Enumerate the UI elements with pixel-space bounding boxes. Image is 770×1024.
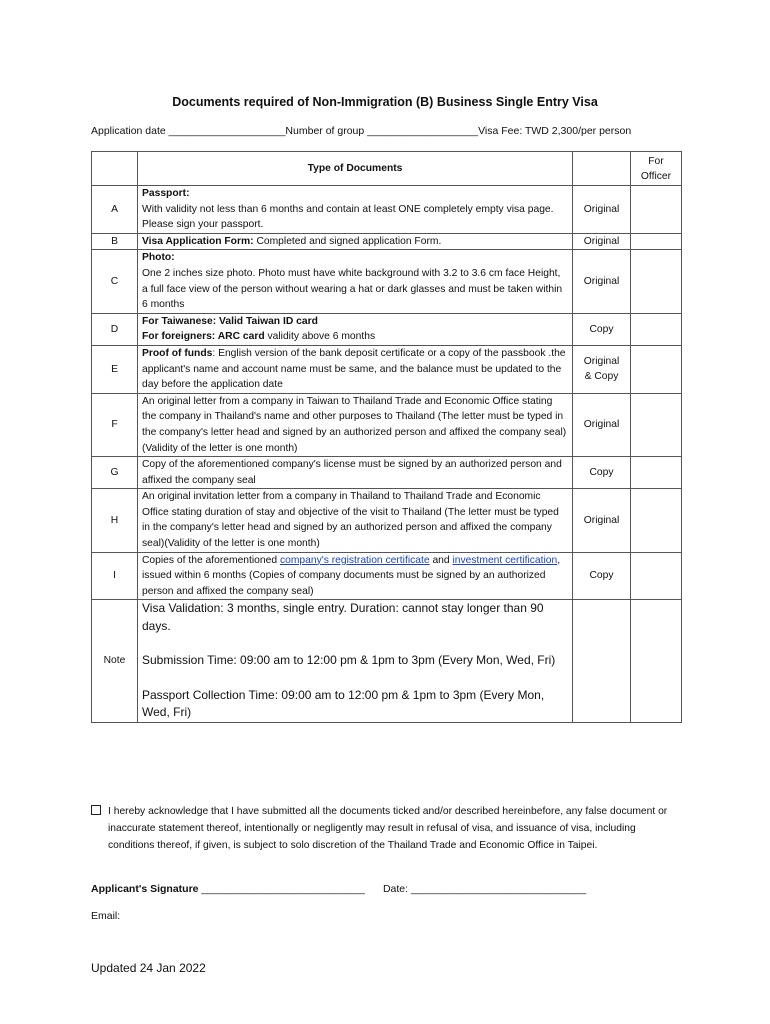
row-bold-heading: Proof of funds [142, 347, 213, 359]
note-blank-cell [631, 600, 682, 723]
officer-check-cell[interactable] [631, 393, 682, 456]
row-status: Original [573, 489, 631, 552]
row-text: Completed and signed application Form. [253, 235, 442, 247]
document-title: Documents required of Non-Immigration (B) Business Single Entry Visa [172, 95, 598, 109]
submission-time-text: Submission Time: 09:00 am to 12:00 pm & 1pm to 3pm (Every Mon, Wed, Fri) [142, 653, 556, 668]
registration-certificate-link[interactable]: company's registration certificate [279, 554, 430, 566]
header-for-officer [631, 152, 682, 186]
date-field[interactable]: ______________________________ [410, 883, 587, 895]
documents-table [91, 151, 682, 723]
signature-field[interactable]: ____________________________ [198, 883, 365, 895]
row-bold-heading: Passport: [142, 188, 190, 199]
officer-check-cell[interactable] [631, 489, 682, 552]
row-text: : English version of the bank deposit certificate or a copy of the passbook .the applicant's name and account name must be same, and the balance must be updated to the day before the application date [142, 347, 566, 391]
row-letter: C [92, 250, 138, 313]
investment-certification-link[interactable]: investment certification [452, 554, 558, 566]
table-row [92, 186, 682, 234]
officer-check-cell[interactable] [631, 186, 682, 234]
updated-date: Updated 24 Jan 2022 [91, 961, 206, 975]
row-bold-line: For Taiwanese: Valid Taiwan ID card [142, 315, 318, 327]
row-letter: I [92, 552, 138, 600]
row-letter: A [92, 186, 138, 234]
email-label: Email: [91, 910, 121, 922]
table-row [92, 489, 682, 552]
note-blank-cell [573, 600, 631, 723]
signature-line [91, 883, 681, 895]
row-text: With validity not less than 6 months and contain at least ONE completely empty visa page. Please sign your passport. [142, 203, 554, 231]
row-letter: D [92, 313, 138, 345]
table-row [92, 233, 682, 250]
acknowledgement-checkbox[interactable] [91, 805, 101, 815]
row-description [138, 313, 573, 345]
note-label: Note [92, 600, 138, 723]
row-description: Copies of the aforementioned company's registration certificate and investment certification, issued within 6 months (Copies of company documents must be signed by an authorized person and affixed the company seal) [138, 552, 573, 600]
row-description: Copy of the aforementioned company's license must be signed by an authorized person and affixed the company seal [138, 457, 573, 489]
table-row [92, 393, 682, 456]
note-row [92, 600, 682, 723]
officer-check-cell[interactable] [631, 457, 682, 489]
row-status: Original [573, 186, 631, 234]
row-letter: B [92, 233, 138, 250]
row-description [138, 186, 573, 234]
row-letter: G [92, 457, 138, 489]
applicant-signature-label: Applicant's Signature [91, 883, 199, 895]
collection-time-text: Passport Collection Time: 09:00 am to 12:00 pm & 1pm to 3pm (Every Mon, Wed, Fri) [142, 687, 545, 720]
row-bold-heading: Visa Application Form: [142, 235, 254, 247]
officer-check-cell[interactable] [631, 552, 682, 600]
row-status: Original & Copy [573, 345, 631, 393]
row-text: One 2 inches size photo. Photo must have white background with 3.2 to 3.6 cm face Height, a full face view of the person without wearing a hat or dark glasses and must be taken within 6 months [142, 267, 563, 311]
table-row [92, 457, 682, 489]
row-letter: E [92, 345, 138, 393]
header-blank-cell [92, 152, 138, 186]
row-description [138, 233, 573, 250]
visa-validation-text: Visa Validation: 3 months, single entry. Duration: cannot stay longer than 90 days. [142, 601, 544, 633]
row-letter: F [92, 393, 138, 456]
table-row [92, 250, 682, 313]
row-description [138, 250, 573, 313]
officer-check-cell[interactable] [631, 233, 682, 250]
header-officer-line1: For [648, 155, 664, 167]
row-description: An original invitation letter from a company in Thailand to Thailand Trade and Economic Office stating duration of stay and objective of the visit to Thailand (The letter must be typed in the company's letter head and signed by an authorized person and affixed the company seal)(Validity of the letter is one month) [138, 489, 573, 552]
row-description [138, 345, 573, 393]
row-status: Copy [573, 552, 631, 600]
officer-check-cell[interactable] [631, 345, 682, 393]
note-content [138, 600, 573, 723]
acknowledgement [91, 803, 681, 854]
header-type-of-documents: Type of Documents [138, 152, 573, 186]
application-line: Application date ____________________Number of group ___________________Visa Fee: TWD 2,300/per person [91, 125, 632, 137]
row-status: Original [573, 393, 631, 456]
officer-check-cell[interactable] [631, 313, 682, 345]
row-bold-heading: Photo: [142, 252, 175, 264]
date-label: Date: [382, 883, 411, 895]
header-blank-cell [573, 152, 631, 186]
officer-check-cell[interactable] [631, 250, 682, 313]
row-status: Original [573, 233, 631, 250]
table-row [92, 552, 682, 600]
row-bold-line: For foreigners: ARC card validity above 6 months [142, 331, 376, 343]
header-officer-line2: Officer [640, 170, 672, 182]
row-status: Original [573, 250, 631, 313]
row-description: An original letter from a company in Taiwan to Thailand Trade and Economic Office stating the company in Thailand's name and other purposes to Thailand (The letter must be typed in the company's letter head and signed by an authorized person and affixed the company seal)(Validity of the letter is one month) [138, 393, 573, 456]
table-row [92, 345, 682, 393]
acknowledgement-text: I hereby acknowledge that I have submitted all the documents ticked and/or described hereinbefore, any false document or inaccurate statement thereof, intentionally or negligently may result in refusal of visa, and issuance of visa, including conditions thereof, if given, is subject to solo discretion of the Thailand Trade and Economic Office in Taipei. [108, 806, 668, 851]
row-letter: H [92, 489, 138, 552]
table-row [92, 313, 682, 345]
table-header-row [92, 152, 682, 186]
row-status: Copy [573, 457, 631, 489]
row-status: Copy [573, 313, 631, 345]
